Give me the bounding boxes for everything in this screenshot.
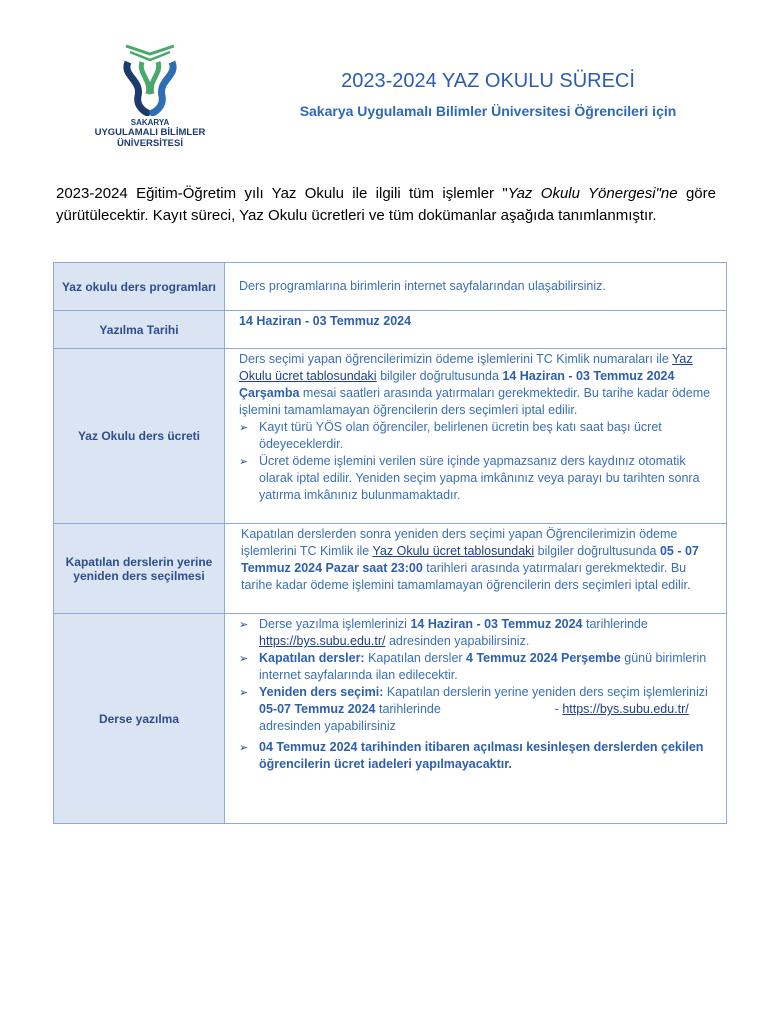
row-value: Ders programlarına birimlerin internet sayfalarından ulaşabilirsiniz. bbox=[225, 263, 727, 311]
bullet-text bbox=[259, 650, 718, 684]
list-item bbox=[239, 739, 718, 773]
row-value bbox=[225, 614, 727, 824]
row-value bbox=[225, 311, 727, 349]
text-span: bilgiler doğrultusunda bbox=[376, 369, 503, 383]
text-span: Ders seçimi yapan öğrencilerimizin ödeme işlemlerini TC Kimlik numaraları ile bbox=[239, 352, 673, 366]
bys-link[interactable]: https://bys.subu.edu.tr/ bbox=[562, 702, 689, 716]
intro-pre: 2023-2024 Eğitim-Öğretim yılı Yaz Okulu ile ilgili tüm işlemler " bbox=[56, 185, 508, 202]
page-subtitle: Sakarya Uygulamalı Bilimler Üniversitesi Öğrencileri için bbox=[299, 103, 677, 119]
arrow-bullet-icon: ➢ bbox=[239, 653, 249, 665]
table-row bbox=[54, 524, 727, 614]
list-item bbox=[239, 616, 718, 650]
row-label: Derse yazılma bbox=[54, 614, 225, 824]
university-logo bbox=[80, 40, 220, 156]
logo-line-1: SAKARYA bbox=[130, 118, 170, 127]
bullet-text: Ücret ödeme işlemini verilen süre içinde yapmazsanız ders kaydınız otomatik olarak iptal edilir. Yeniden seçim yapma imkânınız veya parayı bu tarihten sonra yatırma imkânınız bulunmamaktadır. bbox=[259, 454, 700, 502]
fee-table-link[interactable]: Yaz Okulu ücret tablosundaki bbox=[239, 352, 693, 383]
logo-line-2: UYGULAMALI BİLİMLER bbox=[94, 127, 206, 138]
bold-span: 05 - 07 Temmuz 2024 Pazar saat 23:00 bbox=[241, 544, 699, 575]
bold-span: Yeniden ders seçimi: bbox=[259, 685, 384, 699]
fee-table-link[interactable]: Yaz Okulu ücret tablosundaki bbox=[372, 544, 535, 558]
bold-span: 14 Haziran - 03 Temmuz 2024 bbox=[410, 617, 583, 631]
text-span: Derse yazılma işlemlerinizi bbox=[259, 617, 411, 631]
row-value bbox=[225, 349, 727, 524]
row-label: Yazılma Tarihi bbox=[54, 311, 225, 349]
row-label: Kapatılan derslerin yerine yeniden ders seçilmesi bbox=[54, 524, 225, 614]
arrow-bullet-icon: ➢ bbox=[239, 456, 249, 468]
text-span: adresinden yapabilirsiniz bbox=[259, 719, 396, 733]
text-span: Kapatılan derslerin yerine yeniden ders seçim işlemlerinizi bbox=[383, 685, 708, 699]
text-span: tarihlerinde bbox=[582, 617, 648, 631]
text-span: Kapatılan derslerden sonra yeniden ders seçimi yapan Öğrencilerimizin ödeme işlemlerini TC Kimlik ile bbox=[241, 527, 678, 558]
info-table bbox=[53, 262, 727, 824]
arrow-bullet-icon: ➢ bbox=[239, 619, 249, 631]
logo-line-3: ÜNİVERSİTESİ bbox=[117, 138, 183, 149]
bullet-text: Kayıt türü YÖS olan öğrenciler, belirlenen ücretin beş katı saat başı ücret ödeyeceklerdir. bbox=[259, 420, 662, 451]
logo-emblem-icon bbox=[118, 40, 182, 116]
arrow-bullet-icon: ➢ bbox=[239, 742, 249, 754]
table-row bbox=[54, 349, 727, 524]
bold-span: 14 Haziran - 03 Temmuz 2024 Çarşamba bbox=[239, 369, 675, 400]
fee-paragraph bbox=[239, 351, 718, 419]
page-title: 2023-2024 YAZ OKULU SÜRECİ bbox=[341, 70, 635, 92]
text-span: adresinden yapabilirsiniz. bbox=[385, 634, 530, 648]
text-span: Kapatılan dersler bbox=[364, 651, 467, 665]
list-item bbox=[239, 684, 718, 735]
bys-link[interactable]: https://bys.subu.edu.tr/ bbox=[259, 634, 386, 648]
arrow-bullet-icon: ➢ bbox=[239, 422, 249, 434]
table-row bbox=[54, 614, 727, 824]
arrow-bullet-icon: ➢ bbox=[239, 687, 249, 699]
table-row bbox=[54, 263, 727, 311]
enrollment-dates: 14 Haziran - 03 Temmuz 2024 bbox=[239, 314, 412, 328]
intro-italic: Yaz Okulu Yönergesi"ne bbox=[507, 185, 678, 202]
list-item bbox=[239, 650, 718, 684]
bold-span: Kapatılan dersler: bbox=[259, 651, 365, 665]
intro-paragraph bbox=[56, 183, 716, 227]
bullet-text: 04 Temmuz 2024 tarihinden itibaren açılması kesinleşen derslerden çekilen öğrencilerin ücret iadeleri yapılmayacaktır. bbox=[259, 740, 704, 771]
text-span: mesai saatleri arasında yatırmaları gerekmektedir. Bu tarihe kadar ödeme işlemini tamamlamayan öğrencilerin ders seçimleri iptal edilir. bbox=[239, 386, 711, 417]
text-span: tarihleri arasında yatırmaları gerekmektedir. Bu tarihe kadar ödeme işlemini tamamlamayan öğrencilerin ders seçimleri iptal edilir. bbox=[241, 561, 691, 592]
bullet-text bbox=[259, 684, 718, 735]
text-span: tarihlerinde bbox=[375, 702, 441, 716]
bold-span: 4 Temmuz 2024 Perşembe bbox=[466, 651, 621, 665]
list-item bbox=[239, 419, 718, 453]
dash-span: - bbox=[554, 702, 559, 716]
table-row bbox=[54, 311, 727, 349]
list-item bbox=[239, 453, 718, 504]
text-span: bilgiler doğrultusunda bbox=[534, 544, 660, 558]
bold-span: 05-07 Temmuz 2024 bbox=[259, 702, 376, 716]
intro-post: göre yürütülecektir. Kayıt süreci, Yaz Okulu ücretleri ve tüm dokümanlar aşağıda tanımlanmıştır. bbox=[56, 185, 716, 224]
row-label: Yaz Okulu ders ücreti bbox=[54, 349, 225, 524]
row-label: Yaz okulu ders programları bbox=[54, 263, 225, 311]
bullet-text bbox=[259, 616, 718, 650]
row-value bbox=[225, 524, 727, 614]
text-span: günü birimlerin internet sayfalarında ilan edilecektir. bbox=[259, 651, 707, 682]
